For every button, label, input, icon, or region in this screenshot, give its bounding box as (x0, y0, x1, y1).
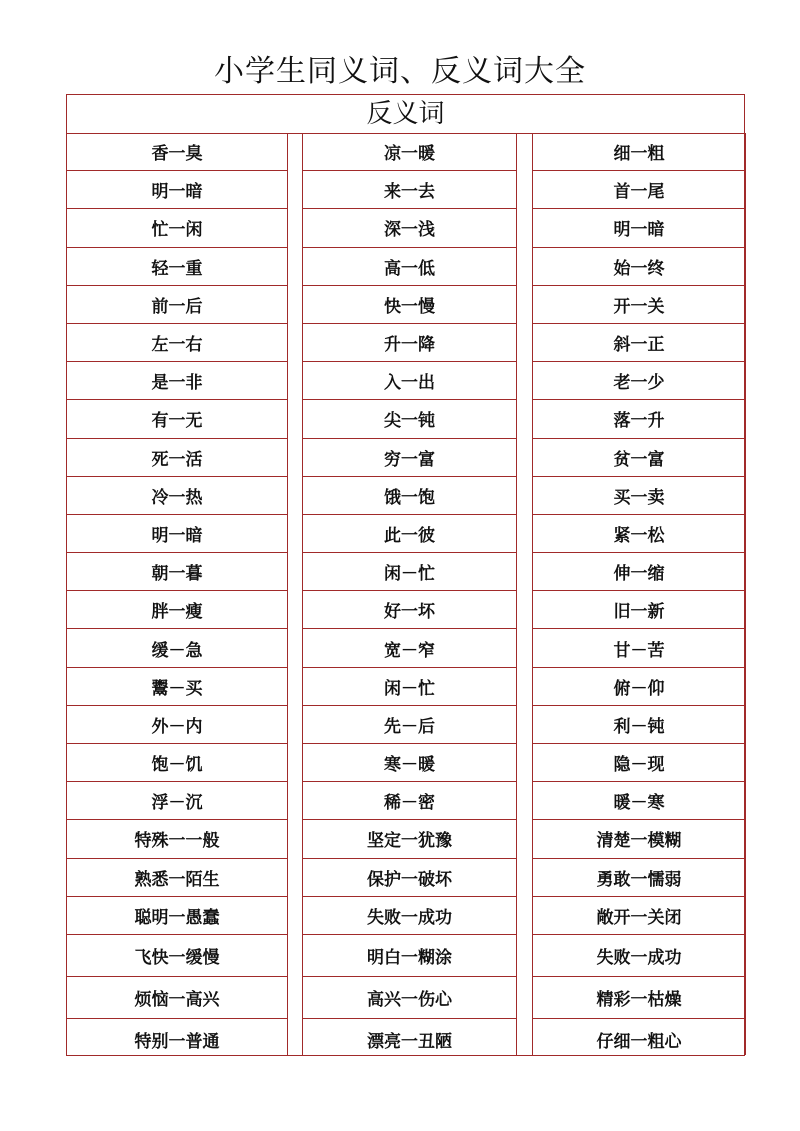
word-pair-cell: 俯－仰 (533, 668, 745, 706)
column-3 (532, 133, 746, 1055)
word-pair-cell: 饿一饱 (303, 477, 516, 515)
word-pair-cell: 聪明一愚蠢 (67, 897, 287, 935)
word-pair-cell: 升一降 (303, 324, 516, 362)
word-pair-cell: 特殊一一般 (67, 820, 287, 858)
word-pair-cell: 轻一重 (67, 248, 287, 286)
word-pair-cell: 是一非 (67, 362, 287, 400)
word-pair-cell: 闲－忙 (303, 668, 516, 706)
word-pair-cell: 细一粗 (533, 133, 745, 171)
word-pair-cell: 来一去 (303, 171, 516, 209)
word-pair-cell: 快一慢 (303, 286, 516, 324)
word-pair-cell: 隐－现 (533, 744, 745, 782)
word-pair-cell: 鬻－买 (67, 668, 287, 706)
column-2 (302, 133, 517, 1055)
word-pair-cell: 斜一正 (533, 324, 745, 362)
word-pair-cell: 浮－沉 (67, 782, 287, 820)
word-pair-cell: 精彩一枯燥 (533, 977, 745, 1019)
word-pair-cell: 老一少 (533, 362, 745, 400)
word-pair-cell: 开一关 (533, 286, 745, 324)
word-pair-cell: 甘－苦 (533, 629, 745, 667)
word-pair-cell: 仔细一粗心 (596, 1032, 682, 1053)
word-pair-cell: 死一活 (67, 439, 287, 477)
word-pair-cell: 尖一钝 (303, 400, 516, 438)
word-pair-cell: 利－钝 (533, 706, 745, 744)
word-pair-cell: 穷一富 (303, 439, 516, 477)
word-pair-cell: 好一坏 (303, 591, 516, 629)
word-pair-cell: 旧一新 (533, 591, 745, 629)
word-pair-cell: 敞开一关闭 (533, 897, 745, 935)
section-header: 反义词 (67, 95, 744, 134)
word-pair-cell: 贫一富 (533, 439, 745, 477)
word-pair-cell: 落一升 (533, 400, 745, 438)
word-pair-cell: 闲－忙 (303, 553, 516, 591)
word-pair-cell: 紧一松 (533, 515, 745, 553)
word-pair-cell: 飞快一缓慢 (67, 935, 287, 977)
word-pair-cell: 高一低 (303, 248, 516, 286)
word-pair-cell: 漂亮一丑陋 (367, 1032, 452, 1053)
word-pair-cell: 有一无 (67, 400, 287, 438)
word-pair-cell: 明一暗 (533, 209, 745, 247)
word-pair-cell: 始一终 (533, 248, 745, 286)
word-pair-cell: 先－后 (303, 706, 516, 744)
table-columns (67, 133, 744, 1055)
word-pair-cell: 忙一闲 (67, 209, 287, 247)
word-pair-cell: 外－内 (67, 706, 287, 744)
word-pair-cell: 失败一成功 (303, 897, 516, 935)
word-pair-cell: 伸一缩 (533, 553, 745, 591)
word-pair-cell: 买一卖 (533, 477, 745, 515)
word-pair-cell: 熟悉一陌生 (67, 859, 287, 897)
word-pair-cell: 冷一热 (67, 477, 287, 515)
word-pair-cell: 明一暗 (67, 171, 287, 209)
word-pair-cell: 前一后 (67, 286, 287, 324)
word-pair-cell: 稀－密 (303, 782, 516, 820)
word-pair-cell: 入一出 (303, 362, 516, 400)
page-title: 小学生同义词、反义词大全 (214, 54, 586, 89)
antonym-table (66, 94, 745, 1056)
word-pair-cell: 清楚一模糊 (533, 820, 745, 858)
word-pair-cell: 勇敢一懦弱 (533, 859, 745, 897)
word-pair-cell: 烦恼一高兴 (67, 977, 287, 1019)
word-pair-cell: 首一尾 (533, 171, 745, 209)
word-pair-cell: 深一浅 (303, 209, 516, 247)
word-pair-cell: 宽－窄 (303, 629, 516, 667)
column-1 (66, 133, 288, 1055)
word-pair-cell: 明一暗 (67, 515, 287, 553)
word-pair-cell: 香一臭 (67, 133, 287, 171)
word-pair-cell: 特别一普通 (134, 1032, 220, 1053)
word-pair-cell: 失败一成功 (533, 935, 745, 977)
word-pair-cell: 暖－寒 (533, 782, 745, 820)
word-pair-cell: 缓－急 (67, 629, 287, 667)
word-pair-cell: 寒－暖 (303, 744, 516, 782)
word-pair-cell: 饱－饥 (67, 744, 287, 782)
word-pair-cell: 保护一破坏 (303, 859, 516, 897)
word-pair-cell: 此一彼 (303, 515, 516, 553)
word-pair-cell: 坚定一犹豫 (303, 820, 516, 858)
word-pair-cell: 左一右 (67, 324, 287, 362)
word-pair-cell: 凉一暖 (303, 133, 516, 171)
word-pair-cell: 高兴一伤心 (303, 977, 516, 1019)
word-pair-cell: 明白一糊涂 (303, 935, 516, 977)
word-pair-cell: 胖一瘦 (67, 591, 287, 629)
word-pair-cell: 朝一暮 (67, 553, 287, 591)
